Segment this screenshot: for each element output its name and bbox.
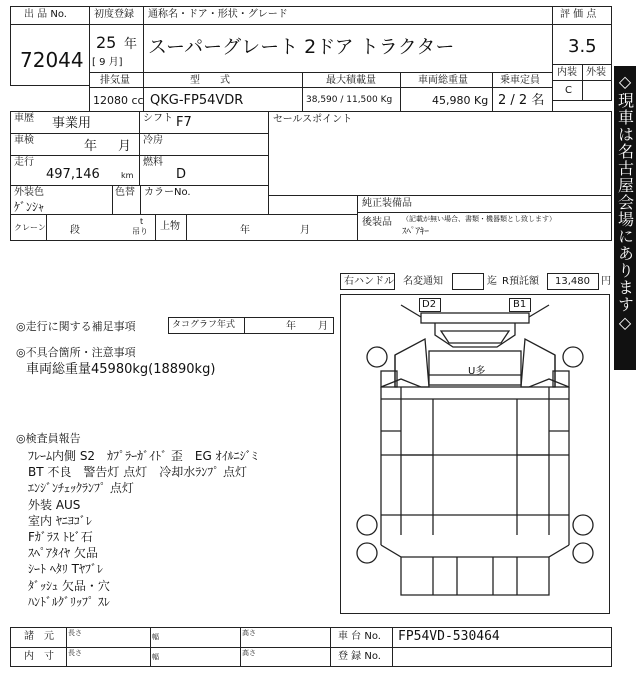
truck-diagram bbox=[341, 295, 609, 613]
location-banner: ◇現車は名古屋会場にあります◇ bbox=[614, 66, 636, 370]
defects-text: 車両総重量45980kg(18890kg) bbox=[26, 362, 216, 377]
report-line: ﾀﾞｯｼｭ 欠品・穴 bbox=[28, 578, 110, 593]
interior-grade: C bbox=[565, 85, 572, 96]
interior-dims-label: 内 寸 bbox=[24, 651, 54, 662]
height-label: 高さ bbox=[242, 629, 256, 637]
fuel-label: 燃料 bbox=[143, 157, 163, 168]
model-label: 型 式 bbox=[190, 75, 230, 86]
registration-year: 25 bbox=[96, 33, 117, 52]
report-line: ｽﾍﾟｱﾀｲﾔ 欠品 bbox=[28, 546, 98, 561]
max-load-label: 最大積載量 bbox=[326, 75, 376, 86]
ac-label: 冷房 bbox=[143, 135, 163, 146]
chassis-number: FP54VD-530464 bbox=[398, 629, 500, 644]
width-label: 幅 bbox=[152, 633, 159, 641]
sales-point-label: セールスポイント bbox=[273, 114, 353, 125]
year-unit: 年 bbox=[124, 37, 138, 52]
inspection-year: 年 bbox=[84, 139, 98, 154]
displacement-value: 12080 cc bbox=[93, 94, 144, 107]
report-line: 外装 AUS bbox=[28, 497, 81, 512]
model-value: QKG-FP54VDR bbox=[150, 93, 244, 108]
name-change-box bbox=[452, 273, 484, 290]
length-label: 長さ bbox=[68, 629, 82, 637]
recycle-unit: 円 bbox=[601, 276, 611, 287]
recycle-label: R預託額 bbox=[502, 276, 539, 287]
interior-label: 内装 bbox=[557, 67, 577, 78]
upper-year: 年 bbox=[240, 225, 250, 236]
genuine-equipment-label: 純正装備品 bbox=[362, 198, 412, 209]
aftermarket-value: ｽﾍﾟｱｷｰ bbox=[402, 227, 430, 237]
registration-label: 登 録 No. bbox=[338, 651, 381, 662]
mileage-value: 497,146 bbox=[46, 167, 100, 182]
report-line: Fｶﾞﾗｽ ﾄﾋﾞ石 bbox=[28, 529, 93, 544]
report-line: ﾊﾝﾄﾞﾙｸﾞﾘｯﾌﾟ ｽﾚ bbox=[28, 594, 110, 609]
specs-label: 諸 元 bbox=[24, 631, 54, 642]
car-name-label: 通称名・ドア・形状・グレード bbox=[148, 9, 288, 20]
capacity-label: 乗車定員 bbox=[500, 75, 540, 86]
max-load-value: 38,590 / 11,500 Kg bbox=[306, 95, 393, 105]
tachograph-year: 年 bbox=[286, 321, 296, 332]
lot-label: 出 品 No. bbox=[24, 9, 67, 20]
history-value: 事業用 bbox=[52, 116, 92, 131]
name-change-until: 迄 bbox=[487, 276, 497, 287]
crane-lift: 吊り bbox=[132, 227, 148, 236]
mileage-label: 走行 bbox=[14, 157, 34, 168]
inspection-label: 車検 bbox=[14, 135, 34, 146]
driving-notes-label: ◎走行に関する補足事項 bbox=[16, 320, 136, 333]
tachograph-month: 月 bbox=[318, 321, 328, 332]
crane-ton: t bbox=[140, 217, 144, 226]
fuel-value: D bbox=[176, 167, 187, 182]
color-value: ｹﾞﾝｼｬ bbox=[14, 200, 45, 214]
width-label-2: 幅 bbox=[152, 653, 159, 661]
car-name: スーパーグレート 2ドア トラクター bbox=[148, 36, 455, 58]
recycle-value: 13,480 bbox=[555, 276, 590, 287]
damage-mark-b1: B1 bbox=[513, 299, 527, 310]
crane-label: クレーン bbox=[14, 223, 46, 232]
height-label-2: 高さ bbox=[242, 649, 256, 657]
aftermarket-note: （記載が無い場合、書類・機器類とし致します） bbox=[402, 215, 556, 223]
steering-value: 右ハンドル bbox=[344, 276, 394, 287]
report-line: 室内 ﾔﾆﾖｺﾞﾚ bbox=[28, 513, 92, 528]
color-code-label: カラーNo. bbox=[144, 187, 191, 198]
defects-label: ◎不具合箇所・注意事項 bbox=[16, 346, 136, 359]
mileage-unit: km bbox=[121, 171, 134, 180]
inspector-report bbox=[28, 448, 258, 610]
inspector-report-label: ◎検査員報告 bbox=[16, 432, 81, 445]
upper-month: 月 bbox=[300, 225, 310, 236]
length-label-2: 長さ bbox=[68, 649, 82, 657]
lot-number: 72044 bbox=[20, 48, 84, 72]
gross-weight-label: 車両総重量 bbox=[418, 75, 468, 86]
color-label: 外装色 bbox=[14, 187, 44, 198]
inspection-month: 月 bbox=[118, 139, 132, 154]
score-label: 評 価 点 bbox=[560, 9, 597, 20]
first-registration-label: 初度登録 bbox=[94, 9, 134, 20]
score-value: 3.5 bbox=[568, 36, 597, 57]
report-line: BT 不良 警告灯 点灯 冷却水ﾗﾝﾌﾟ 点灯 bbox=[28, 465, 248, 480]
aftermarket-label: 後装品 bbox=[362, 217, 392, 228]
color-change-label: 色替 bbox=[115, 187, 135, 198]
exterior-label: 外装 bbox=[586, 67, 606, 78]
damage-mark-d2: D2 bbox=[422, 299, 437, 310]
crane-stage: 段 bbox=[70, 225, 80, 236]
damage-mark-u: U多 bbox=[468, 366, 486, 377]
report-line: ｼｰﾄ ﾍﾀﾘ Tﾔﾌﾞﾚ bbox=[28, 562, 103, 577]
history-label: 車歴 bbox=[14, 113, 34, 124]
report-line: ﾌﾚｰﾑ内側 S2 ｶﾌﾟﾗｰｶﾞｲﾄﾞ 歪 EG ｵｲﾙﾆｼﾞﾐ bbox=[28, 449, 258, 463]
registration-month: [ 9 月] bbox=[92, 57, 123, 68]
capacity-value: 2 / 2 名 bbox=[498, 93, 545, 108]
chassis-label: 車 台 No. bbox=[338, 631, 381, 642]
shift-value: F7 bbox=[176, 115, 192, 130]
displacement-label: 排気量 bbox=[100, 75, 130, 86]
tachograph-label: タコグラフ年式 bbox=[172, 320, 236, 330]
gross-weight-value: 45,980 Kg bbox=[432, 94, 489, 107]
shift-label: シフト bbox=[143, 113, 173, 124]
upper-label: 上物 bbox=[160, 221, 180, 232]
name-change-label: 名変通知 bbox=[403, 276, 443, 287]
report-line: ｴﾝｼﾞﾝﾁｪｯｸﾗﾝﾌﾟ 点灯 bbox=[28, 481, 134, 496]
